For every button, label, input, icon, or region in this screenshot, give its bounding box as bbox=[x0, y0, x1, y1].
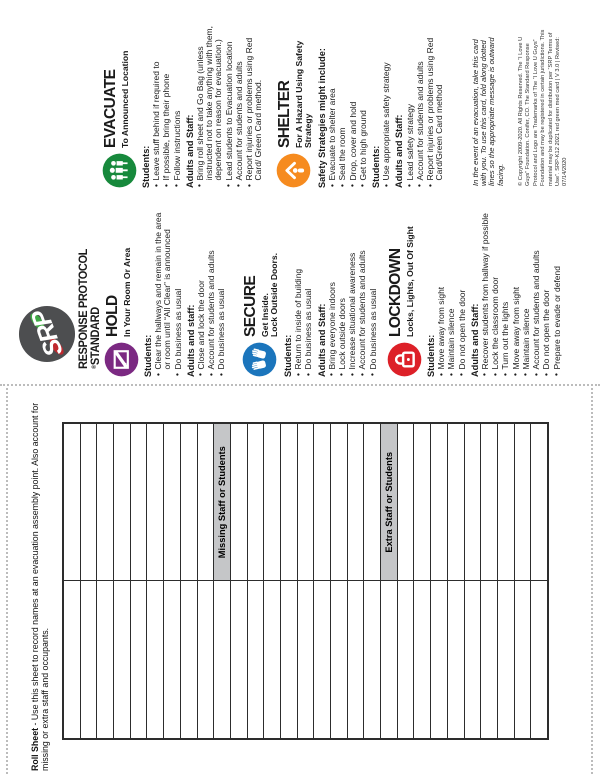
bullet-item: • Do not open the door bbox=[542, 207, 551, 377]
section-hold-header bbox=[104, 207, 139, 377]
roll-sheet-row bbox=[214, 423, 231, 739]
roll-blank-cell bbox=[464, 423, 481, 581]
group-label: Students: bbox=[141, 145, 151, 188]
roll-blank-cell bbox=[197, 581, 214, 739]
roll-blank-cell bbox=[230, 423, 247, 581]
roll-blank-cell bbox=[331, 581, 348, 739]
hold-icon bbox=[104, 342, 139, 377]
bullet-item: • Turn out the lights bbox=[501, 207, 510, 377]
roll-blank-cell bbox=[497, 423, 514, 581]
roll-sheet-row bbox=[80, 423, 97, 739]
bullet-list bbox=[382, 22, 391, 188]
roll-blank-cell bbox=[180, 581, 197, 739]
bullet-item: • Account for students and adults bbox=[207, 207, 216, 377]
section-evacuate-header bbox=[102, 22, 137, 188]
section-secure bbox=[242, 207, 378, 377]
roll-blank-cell bbox=[347, 581, 364, 739]
roll-sheet-row bbox=[481, 423, 498, 739]
cut-line-top bbox=[6, 388, 8, 774]
roll-blank-cell bbox=[63, 581, 80, 739]
roll-blank-cell bbox=[397, 581, 414, 739]
roll-blank-cell bbox=[247, 581, 264, 739]
bullet-item: • Move away from sight bbox=[437, 207, 446, 377]
roll-sheet-row bbox=[147, 423, 164, 739]
bullet-list bbox=[481, 207, 562, 377]
bullet-list bbox=[328, 22, 368, 188]
roll-sheet-label: Roll Sheet bbox=[30, 727, 40, 771]
bullet-item: • Report injuries or problems using Red Card/ Green Card method. bbox=[245, 22, 264, 188]
bullet-list bbox=[196, 22, 264, 188]
bullet-list bbox=[152, 22, 182, 188]
roll-blank-cell bbox=[280, 423, 297, 581]
bullet-item: • Use appropriate safety strategy bbox=[382, 22, 391, 188]
bullet-item: • Recover students from hallway if possible bbox=[481, 207, 490, 377]
bullet-item: • Lead students to Evacuation location bbox=[225, 22, 234, 188]
roll-sheet-row bbox=[63, 423, 80, 739]
bullet-item: • Close and lock the door bbox=[197, 207, 206, 377]
section-lockdown bbox=[387, 207, 562, 377]
bullet-item: • Follow instructions bbox=[173, 22, 182, 188]
roll-blank-cell bbox=[514, 423, 531, 581]
section-subtitle: To Announced Location bbox=[120, 50, 130, 148]
section-shelter-header bbox=[276, 22, 313, 188]
brand-title bbox=[78, 207, 102, 369]
roll-sheet-row bbox=[397, 423, 414, 739]
roll-sheet-row bbox=[381, 423, 398, 739]
roll-sheet-row bbox=[297, 423, 314, 739]
roll-blank-cell bbox=[130, 581, 147, 739]
bullet-list bbox=[294, 207, 314, 377]
roll-sheet-row bbox=[447, 423, 464, 739]
section-title: SHELTER bbox=[275, 80, 293, 148]
roll-blank-cell bbox=[481, 423, 498, 581]
svg-text:SRP: SRP bbox=[26, 307, 69, 361]
group-label: Students: bbox=[425, 334, 436, 377]
section-subtitle: Get Inside. Lock Outside Doors. bbox=[259, 252, 279, 337]
group-label: Safety Strategies might include: bbox=[316, 48, 327, 188]
bullet-item: • Do business as usual bbox=[217, 207, 226, 377]
roll-sheet-row bbox=[130, 423, 147, 739]
roll-sheet-instructions-text: - Use this sheet to record names at an evacuation assembly point. Also account for missing or extra staff and occupants. bbox=[30, 402, 51, 771]
roll-blank-cell bbox=[431, 423, 448, 581]
section-secure-header bbox=[242, 207, 279, 377]
bullet-item: • Bring everyone indoors bbox=[328, 207, 337, 377]
bullet-list bbox=[437, 207, 467, 377]
roll-blank-cell bbox=[381, 581, 398, 739]
bullet-item: • Bring roll sheet and Go Bag (unless instructed not to take anything with them, dependent on reason for evacuation.) bbox=[196, 22, 224, 188]
bullet-list bbox=[328, 207, 378, 377]
roll-section-header: Extra Staff or Students bbox=[381, 423, 398, 581]
bullet-item: • Do not open the door bbox=[458, 207, 467, 377]
roll-sheet-row bbox=[314, 423, 331, 739]
roll-sheet-row bbox=[431, 423, 448, 739]
roll-blank-cell bbox=[464, 581, 481, 739]
roll-blank-cell bbox=[264, 581, 281, 739]
roll-sheet-row bbox=[364, 423, 381, 739]
section-subtitle: Locks, Lights, Out Of Sight bbox=[404, 226, 415, 337]
roll-sheet-row bbox=[164, 423, 181, 739]
roll-sheet-row bbox=[114, 423, 131, 739]
roll-blank-cell bbox=[97, 581, 114, 739]
roll-blank-cell bbox=[431, 581, 448, 739]
roll-blank-cell bbox=[280, 581, 297, 739]
roll-blank-cell bbox=[314, 581, 331, 739]
bullet-item: • Leave stuff behind if required to bbox=[152, 22, 161, 188]
roll-blank-cell bbox=[364, 423, 381, 581]
roll-sheet-row bbox=[197, 423, 214, 739]
roll-blank-cell bbox=[297, 581, 314, 739]
roll-blank-cell bbox=[447, 581, 464, 739]
protocol-column-2 bbox=[102, 22, 570, 188]
bullet-item: • Do business as usual bbox=[369, 207, 378, 377]
bullet-item: • Lead safety strategy bbox=[406, 22, 415, 188]
bullet-item: • Account for students and adults bbox=[416, 22, 425, 188]
roll-blank-cell bbox=[331, 423, 348, 581]
fold-line bbox=[0, 384, 600, 386]
roll-sheet-row bbox=[180, 423, 197, 739]
roll-blank-cell bbox=[264, 423, 281, 581]
bullet-item: • Get to high ground bbox=[359, 22, 368, 188]
roll-blank-cell bbox=[481, 581, 498, 739]
roll-blank-cell bbox=[514, 581, 531, 739]
bullet-item: • Lock the classroom door bbox=[491, 207, 500, 377]
bullet-item: • If possible, bring their phone bbox=[162, 22, 171, 188]
group-label: Adults and Staff: bbox=[184, 114, 195, 188]
srp-brand bbox=[18, 207, 102, 369]
group-label: Students: bbox=[282, 334, 293, 377]
roll-blank-cell bbox=[247, 423, 264, 581]
cut-line-bottom bbox=[591, 388, 593, 774]
roll-sheet-instructions bbox=[30, 397, 51, 771]
group-label: Adults and staff: bbox=[185, 304, 196, 377]
group-label: Adults and Staff: bbox=[469, 303, 480, 377]
group-label: Students: bbox=[143, 334, 153, 377]
section-title: SECURE bbox=[241, 275, 259, 337]
section-title: HOLD bbox=[104, 295, 121, 337]
bullet-list bbox=[197, 207, 227, 377]
roll-blank-cell bbox=[164, 581, 181, 739]
roll-blank-cell bbox=[414, 423, 431, 581]
bullet-item: • Maintain silence bbox=[522, 207, 531, 377]
roll-blank-cell bbox=[114, 581, 131, 739]
roll-sheet-row bbox=[97, 423, 114, 739]
roll-blank-cell bbox=[80, 423, 97, 581]
bullet-item: • Evacuate to shelter area bbox=[328, 22, 337, 188]
section-evacuate bbox=[102, 22, 264, 188]
section-subtitle: For A Hazard Using Safety Strategy bbox=[293, 40, 313, 148]
bullet-item: • Drop, cover and hold bbox=[349, 22, 358, 188]
roll-blank-cell bbox=[414, 581, 431, 739]
bullet-item: • Account for students and adults bbox=[358, 207, 367, 377]
roll-blank-cell bbox=[364, 581, 381, 739]
group-label: Students: bbox=[371, 145, 382, 188]
roll-section-header: Missing Staff or Students bbox=[214, 423, 231, 581]
bullet-item: • Report injuries or problems using Red Card/Green Card method bbox=[426, 22, 445, 188]
protocol-panel bbox=[0, 0, 600, 384]
roll-blank-cell bbox=[80, 581, 97, 739]
roll-sheet-row bbox=[464, 423, 481, 739]
roll-blank-cell bbox=[197, 423, 214, 581]
roll-blank-cell bbox=[180, 423, 197, 581]
roll-sheet-row bbox=[331, 423, 348, 739]
section-title: LOCKDOWN bbox=[386, 248, 404, 337]
roll-sheet-row bbox=[264, 423, 281, 739]
roll-blank-cell bbox=[147, 423, 164, 581]
group-label: Adults and Staff: bbox=[316, 303, 327, 377]
protocol-column-1 bbox=[18, 207, 563, 377]
section-hold bbox=[104, 207, 227, 377]
bullet-item: • Do business as usual bbox=[304, 207, 313, 377]
roll-sheet-table bbox=[62, 422, 549, 740]
roll-blank-cell bbox=[230, 581, 247, 739]
bullet-item: • Increase situational awareness bbox=[348, 207, 357, 377]
roll-sheet-row bbox=[247, 423, 264, 739]
section-subtitle: In Your Room Or Area bbox=[122, 247, 132, 337]
bullet-list bbox=[406, 22, 445, 188]
roll-sheet-row bbox=[280, 423, 297, 739]
bullet-item: • Seal the room bbox=[338, 22, 347, 188]
roll-blank-cell bbox=[214, 581, 231, 739]
section-title: EVACUATE bbox=[102, 69, 119, 148]
lockdown-padlock-icon bbox=[387, 342, 422, 377]
registered-trademark: ® bbox=[92, 365, 99, 369]
secure-hands-icon bbox=[242, 342, 277, 377]
copyright-text: © Copyright 2009-2020. All Rights Reserved. The “I Love U Guys” Foundation. Conifer, CO. The Standard Response Protocol and Logo are Trademarks of The “I Love U Guys” Foundation and may be registered in certain jurisdictions. This material may be duplicated for distribution per “SRP Terms of Use”. SRP-K12 2021 red green med card | V 3.0 | Revised: 07/14/2020 bbox=[517, 29, 569, 186]
bullet-item: • Do business as usual bbox=[174, 207, 183, 377]
roll-blank-cell bbox=[147, 581, 164, 739]
roll-blank-cell bbox=[314, 423, 331, 581]
roll-sheet-row bbox=[497, 423, 514, 739]
roll-blank-cell bbox=[97, 423, 114, 581]
bullet-item: • Lock outside doors bbox=[338, 207, 347, 377]
bullet-item: • Account for students and adults bbox=[532, 207, 541, 377]
roll-sheet-row bbox=[514, 423, 531, 739]
bullet-list bbox=[154, 207, 183, 377]
roll-sheet-row bbox=[230, 423, 247, 739]
roll-blank-cell bbox=[347, 423, 364, 581]
section-shelter bbox=[276, 22, 445, 188]
roll-blank-cell bbox=[114, 423, 131, 581]
roll-blank-cell bbox=[397, 423, 414, 581]
roll-blank-cell bbox=[531, 423, 548, 581]
brand-title-line2: RESPONSE PROTOCOL bbox=[77, 248, 90, 369]
group-label: Adults and Staff: bbox=[394, 114, 405, 188]
bullet-item: • Prepare to evade or defend bbox=[553, 207, 562, 377]
brand-title-line1: ®STANDARD bbox=[89, 307, 103, 369]
roll-blank-cell bbox=[447, 423, 464, 581]
bullet-item: • Clear the hallways and remain in the area or room until “All Clear” is announced bbox=[154, 207, 173, 377]
section-lockdown-header bbox=[387, 207, 422, 377]
evacuate-people-icon bbox=[102, 153, 137, 188]
roll-blank-cell bbox=[297, 423, 314, 581]
bullet-item: • Return to inside of building bbox=[294, 207, 303, 377]
bullet-item: • Move away from sight bbox=[512, 207, 521, 377]
roll-blank-cell bbox=[497, 581, 514, 739]
roll-sheet-row bbox=[347, 423, 364, 739]
roll-blank-cell bbox=[531, 581, 548, 739]
bullet-item: • Maintain silence bbox=[447, 207, 456, 377]
shelter-person-icon bbox=[276, 153, 311, 188]
fold-instructions-note: In the event of an evacuation, take this card with you. To use this card, fold along dotted lines so the appropriate message is outward facing. bbox=[470, 37, 505, 186]
srp-logo-icon bbox=[18, 305, 76, 363]
roll-sheet-row bbox=[414, 423, 431, 739]
roll-blank-cell bbox=[63, 423, 80, 581]
roll-blank-cell bbox=[130, 423, 147, 581]
roll-sheet-row bbox=[531, 423, 548, 739]
bullet-item: • Account for students and adults bbox=[235, 22, 244, 188]
roll-blank-cell bbox=[164, 423, 181, 581]
